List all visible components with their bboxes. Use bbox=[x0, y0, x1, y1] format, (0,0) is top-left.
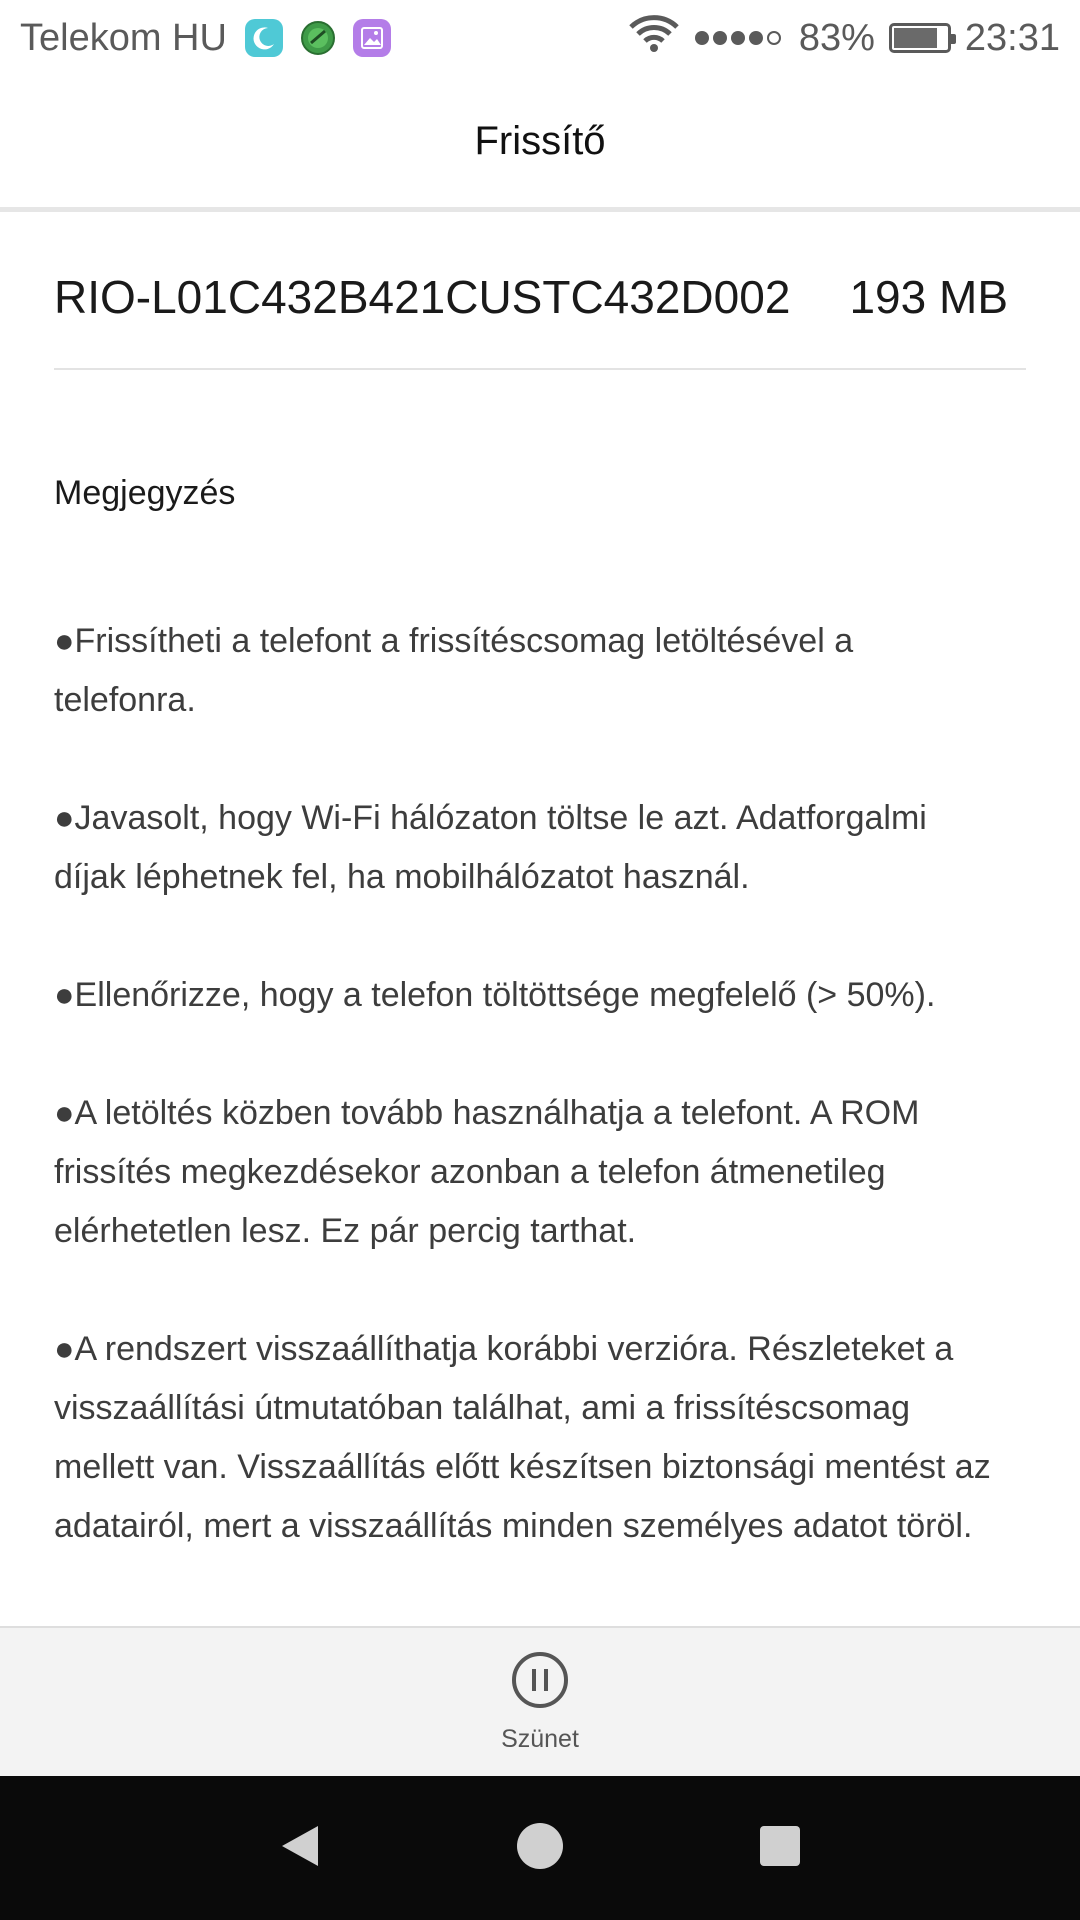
pause-circle-icon bbox=[510, 1650, 570, 1715]
note-item: ●Javasolt, hogy Wi-Fi hálózaton töltse le azt. Adatforgalmi díjak léphetnek fel, ha mobilhálózatot használ. bbox=[54, 799, 927, 896]
wifi-icon bbox=[627, 13, 681, 63]
pause-button[interactable] bbox=[501, 1650, 579, 1754]
note-item: ●Frissítheti a telefont a frissítéscsomag letöltésével a telefonra. bbox=[54, 622, 854, 719]
gallery-app-icon bbox=[353, 19, 391, 57]
bottom-action-bar bbox=[0, 1626, 1080, 1776]
notes-list bbox=[54, 612, 1004, 1615]
system-nav-bar bbox=[0, 1776, 1080, 1920]
home-button[interactable] bbox=[420, 1776, 660, 1920]
moon-app-icon bbox=[245, 19, 283, 57]
battery-fill bbox=[894, 28, 937, 48]
note-item: ●Ellenőrizze, hogy a telefon töltöttsége megfelelő (> 50%). bbox=[54, 976, 936, 1014]
carrier-name: Telekom HU bbox=[20, 16, 227, 59]
back-button[interactable] bbox=[180, 1776, 420, 1920]
status-bar-left bbox=[20, 17, 407, 60]
clock: 23:31 bbox=[964, 16, 1060, 59]
package-info-row bbox=[54, 226, 1026, 370]
status-bar bbox=[0, 0, 1080, 76]
package-name: RIO-L01C432B421CUSTC432D002 bbox=[54, 271, 791, 323]
note-item: ●A letöltés közben tovább használhatja a telefont. A ROM frissítés megkezdésekor azonban a telefon átmenetileg elérhetetlen lesz. Ez pár percig tarthat. bbox=[54, 1094, 920, 1250]
recents-icon bbox=[758, 1824, 802, 1873]
battery-icon bbox=[889, 23, 951, 53]
package-size: 193 MB bbox=[849, 271, 1008, 323]
back-icon bbox=[278, 1822, 322, 1875]
page-title: Frissítő bbox=[474, 119, 606, 163]
globe-app-icon bbox=[299, 19, 337, 57]
home-icon bbox=[515, 1821, 565, 1876]
note-item: ●A rendszert visszaállíthatja korábbi verzióra. Részleteket a visszaállítási útmutatóban találhat, ami a frissítéscsomag mellett van. Visszaállítás előtt készítsen biztonsági mentést az adatairól, mert a visszaállítás minden személyes adatot töröl. bbox=[54, 1330, 991, 1545]
recents-button[interactable] bbox=[660, 1776, 900, 1920]
battery-percent: 83% bbox=[798, 16, 875, 59]
page-header bbox=[0, 76, 1080, 212]
status-bar-right bbox=[613, 13, 1060, 63]
pause-label: Szünet bbox=[501, 1725, 579, 1753]
notes-title: Megjegyzés bbox=[54, 474, 236, 512]
signal-icon bbox=[695, 31, 785, 45]
